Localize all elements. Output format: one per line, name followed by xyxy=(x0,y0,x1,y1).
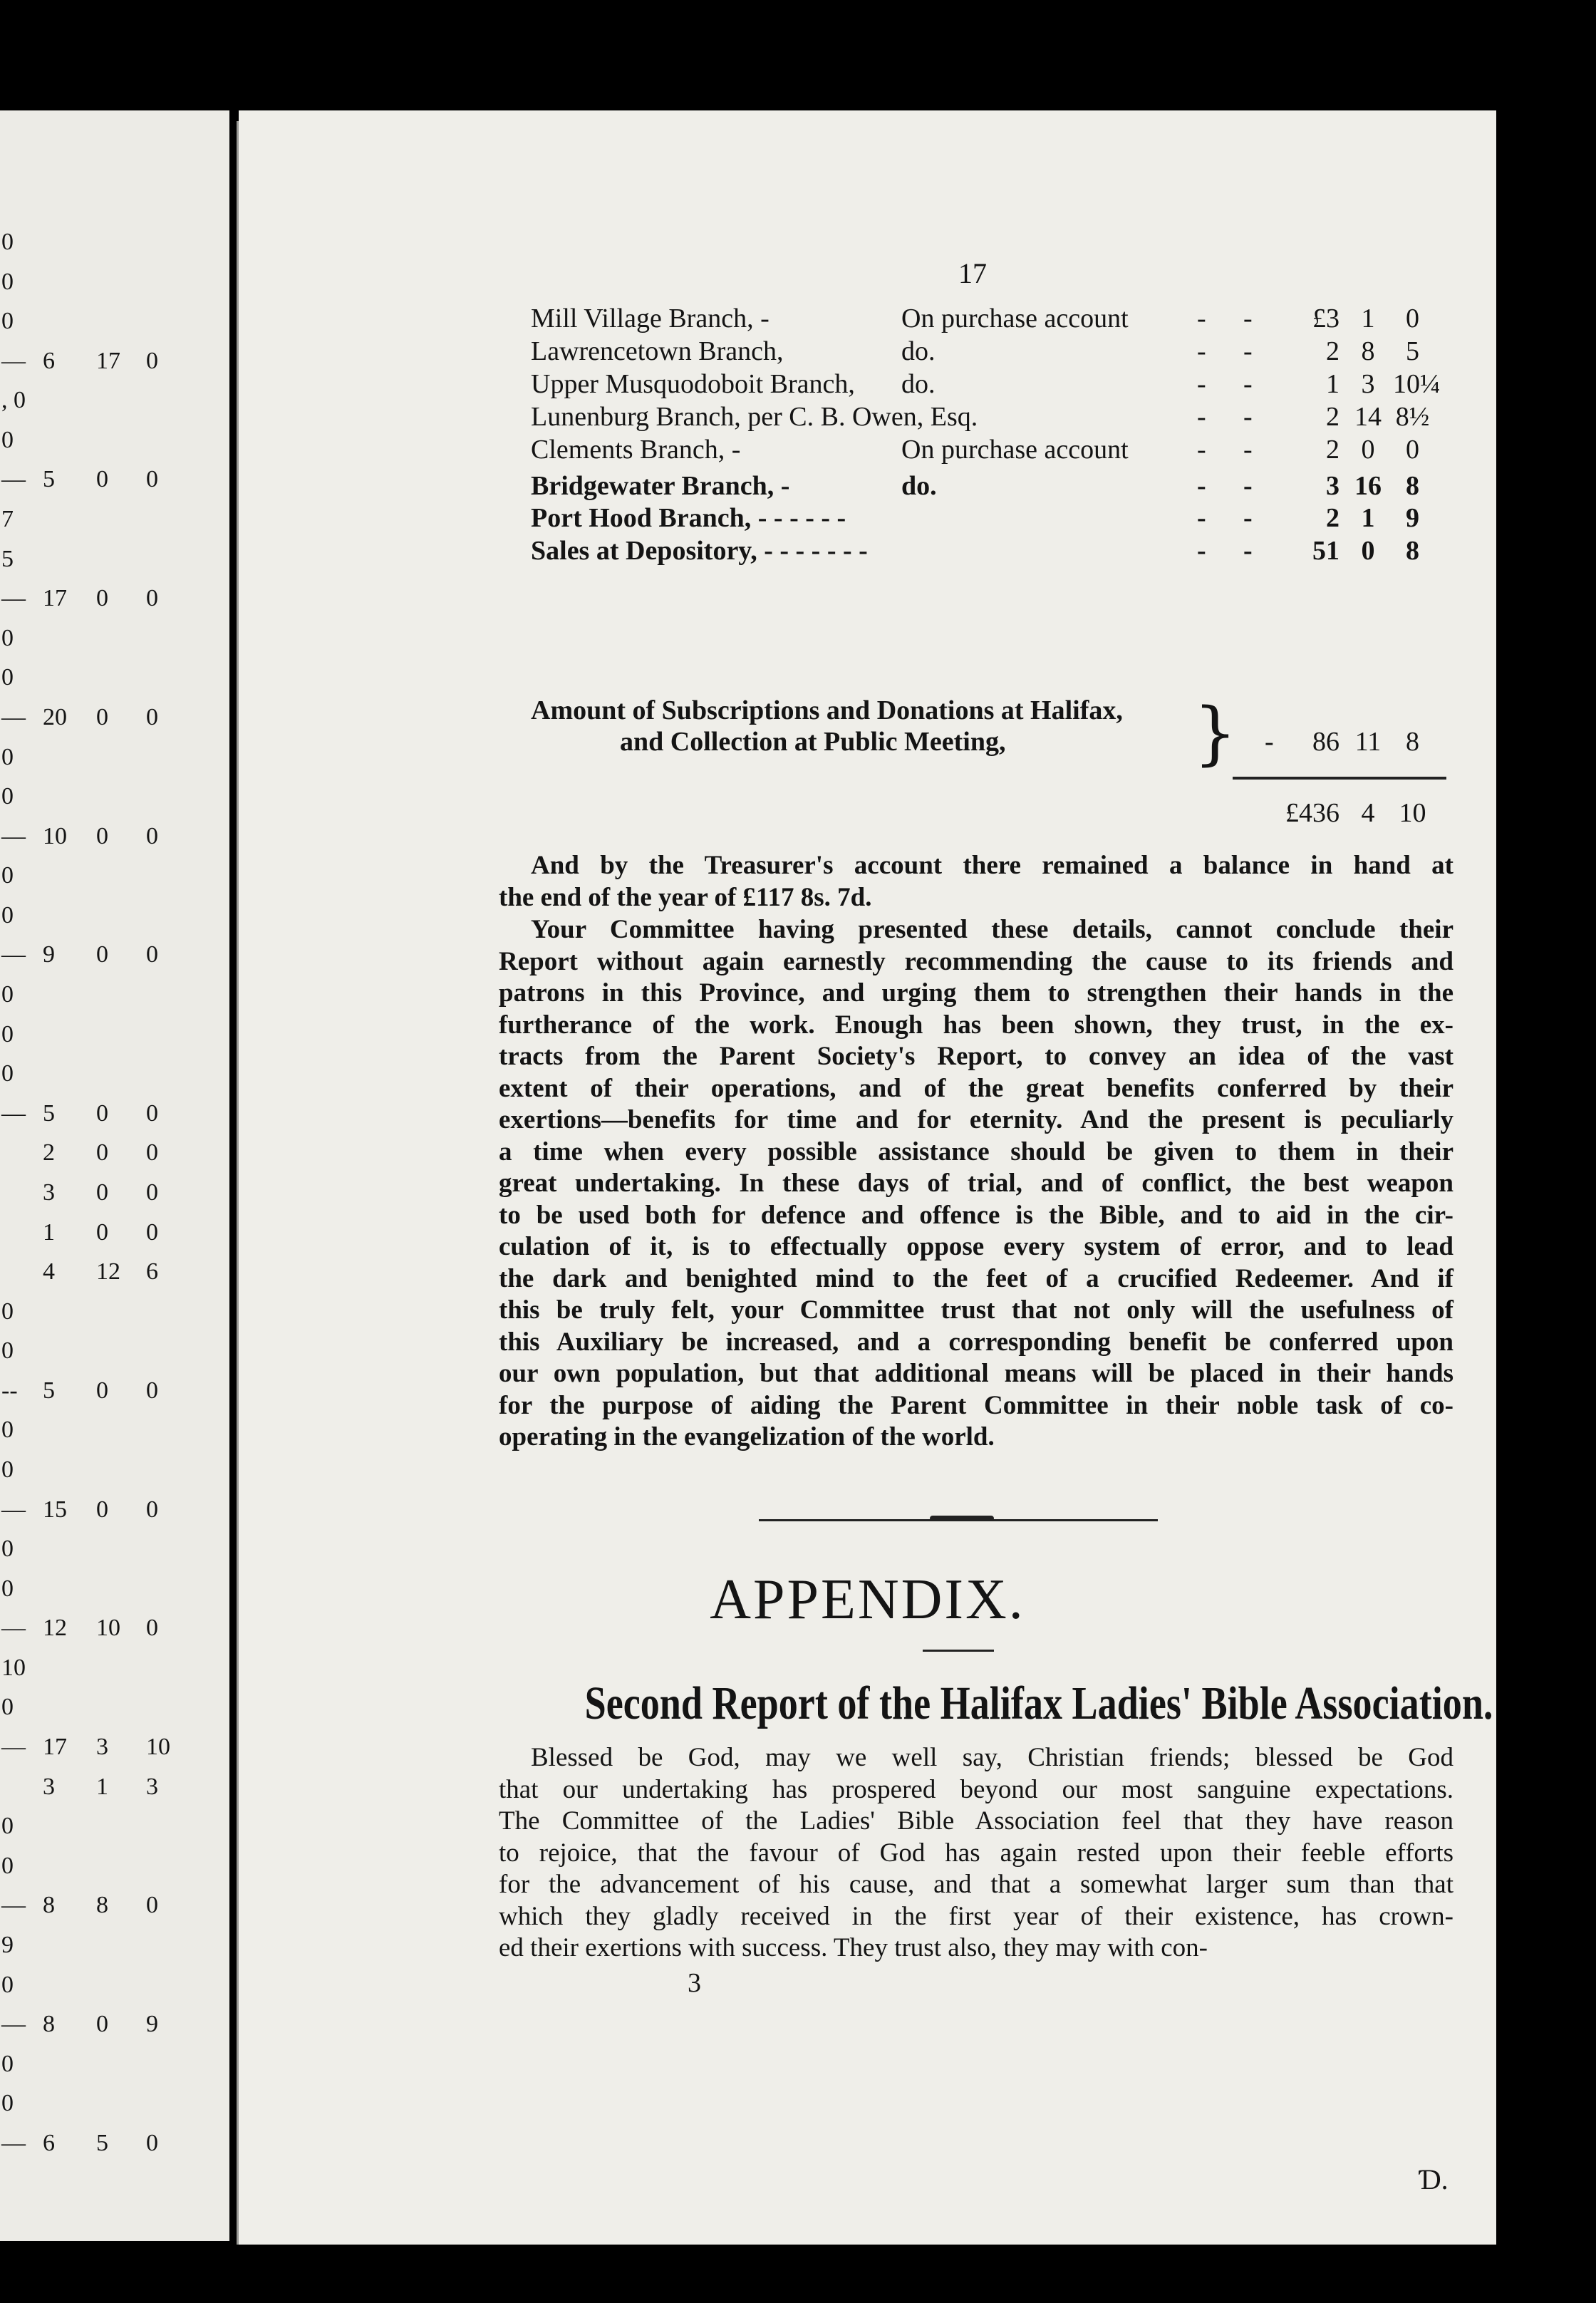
account-pounds: 2 xyxy=(1326,402,1340,432)
appendix-subtitle: Second Report of the Halifax Ladies' Bible Association. xyxy=(584,1677,1493,1729)
text-line: Blessed be God, may we well say, Christian friends; blessed be God xyxy=(531,1743,1454,1772)
text-line: exertions—benefits for time and for eternity. And the present is peculiarly xyxy=(499,1105,1454,1134)
margin-row xyxy=(0,465,229,494)
subscriptions-line-1 xyxy=(531,693,1457,728)
margin-cell-d: 0 xyxy=(146,941,158,968)
account-row xyxy=(531,301,1457,336)
margin-row xyxy=(0,703,229,732)
margin-cell-c: 0 xyxy=(96,1139,108,1166)
signature-mark: 3 xyxy=(688,1968,701,1998)
margin-row xyxy=(0,1931,229,1960)
total-pence: 10 xyxy=(1399,798,1426,828)
text-line: for the advancement of his cause, and that a somewhat larger sum than that xyxy=(499,1870,1454,1899)
margin-row xyxy=(0,386,229,415)
account-name: Upper Musquodoboit Branch, xyxy=(531,369,855,399)
margin-cell-a: 0 xyxy=(1,901,14,928)
margin-cell-d: 0 xyxy=(146,1218,158,1246)
stray-mark: Ɗ. xyxy=(1418,2163,1449,2195)
margin-row xyxy=(0,822,229,851)
margin-cell-b: 3 xyxy=(43,1179,55,1206)
margin-row xyxy=(0,1416,229,1444)
margin-row xyxy=(0,347,229,376)
margin-cell-a: — xyxy=(1,1099,26,1127)
margin-cell-d: 3 xyxy=(146,1773,158,1800)
account-dash2: - xyxy=(1243,435,1253,465)
margin-row xyxy=(0,426,229,455)
margin-cell-c: 8 xyxy=(96,1892,108,1919)
margin-cell-b: 6 xyxy=(43,347,55,374)
margin-cell-a: 9 xyxy=(1,1931,14,1958)
margin-cell-c: 0 xyxy=(96,1377,108,1404)
account-dash1: - xyxy=(1197,336,1206,366)
text-line: furtherance of the work. Enough has been shown, they trust, in the ex- xyxy=(499,1010,1454,1040)
margin-cell-c: 0 xyxy=(96,466,108,493)
margin-row xyxy=(0,1060,229,1088)
margin-cell-a: 0 xyxy=(1,862,14,889)
appendix-rule xyxy=(923,1650,994,1652)
margin-cell-a: — xyxy=(1,703,26,730)
text-line: this Auxiliary be increased, and a corresponding benefit be conferred upon xyxy=(499,1327,1454,1357)
margin-cell-b: 8 xyxy=(43,2011,55,2038)
text-line: operating in the evangelization of the world. xyxy=(499,1422,995,1451)
page-17 xyxy=(239,110,1496,2245)
margin-cell-a: — xyxy=(1,822,26,849)
text-line: which they gladly received in the first year of their existence, has crown- xyxy=(499,1901,1454,1931)
subscriptions-label-1: Amount of Subscriptions and Donations at Halifax, xyxy=(531,695,1123,725)
account-name: Bridgewater Branch, - xyxy=(531,471,790,501)
margin-cell-d: 0 xyxy=(146,2129,158,2156)
account-pence: 9 xyxy=(1406,503,1419,533)
margin-cell-c: 12 xyxy=(96,1258,120,1285)
text-line: culation of it, is to effectually oppose every system of error, and to lead xyxy=(499,1232,1454,1261)
margin-row xyxy=(0,1258,229,1286)
margin-cell-d: 0 xyxy=(146,1179,158,1206)
account-row xyxy=(531,433,1457,467)
account-pence: 8½ xyxy=(1395,402,1430,432)
margin-cell-d: 0 xyxy=(146,1496,158,1523)
text-line: ed their exertions with success. They trust also, they may with con- xyxy=(499,1933,1208,1962)
margin-cell-a: 0 xyxy=(1,1298,14,1325)
margin-row xyxy=(0,901,229,930)
account-pence: 10¼ xyxy=(1393,369,1441,399)
margin-cell-d: 0 xyxy=(146,585,158,612)
margin-cell-c: 0 xyxy=(96,2011,108,2038)
margin-cell-d: 0 xyxy=(146,1377,158,1404)
subscriptions-dash: - xyxy=(1265,727,1274,757)
account-row xyxy=(531,501,1457,535)
margin-row xyxy=(0,1496,229,1524)
margin-cell-a: — xyxy=(1,466,26,493)
margin-cell-d: 0 xyxy=(146,347,158,374)
account-pence: 0 xyxy=(1406,435,1419,465)
margin-cell-b: 5 xyxy=(43,1377,55,1404)
margin-row xyxy=(0,228,229,257)
margin-cell-b: 17 xyxy=(43,1734,67,1761)
margin-cell-c: 0 xyxy=(96,1218,108,1246)
margin-cell-d: 0 xyxy=(146,1099,158,1127)
margin-row xyxy=(0,1218,229,1247)
margin-row xyxy=(0,584,229,613)
margin-cell-a: 0 xyxy=(1,1852,14,1879)
margin-cell-d: 0 xyxy=(146,822,158,849)
text-line: a time when every possible assistance should be given to them in their xyxy=(499,1137,1454,1166)
margin-cell-a: 7 xyxy=(1,506,14,533)
margin-row xyxy=(0,1337,229,1365)
margin-row xyxy=(0,782,229,811)
margin-row xyxy=(0,1575,229,1603)
margin-cell-a: 0 xyxy=(1,1813,14,1840)
margin-cell-a: — xyxy=(1,585,26,612)
account-pounds: 3 xyxy=(1326,471,1340,501)
margin-row xyxy=(0,980,229,1009)
subscriptions-line-2 xyxy=(531,725,1457,759)
margin-row xyxy=(0,1614,229,1642)
margin-row xyxy=(0,2050,229,2079)
margin-row xyxy=(0,2089,229,2118)
account-pounds: 1 xyxy=(1326,369,1340,399)
account-dash1: - xyxy=(1197,435,1206,465)
margin-cell-a: — xyxy=(1,347,26,374)
text-line: that our undertaking has prospered beyond our most sanguine expectations. xyxy=(499,1774,1454,1804)
account-dash1: - xyxy=(1197,402,1206,432)
text-line: to rejoice, that the favour of God has again rested upon their feeble efforts xyxy=(499,1838,1454,1868)
margin-cell-c: 1 xyxy=(96,1773,108,1800)
total-shillings: 4 xyxy=(1361,798,1375,828)
margin-cell-b: 20 xyxy=(43,703,67,730)
margin-row xyxy=(0,1733,229,1761)
margin-cell-a: 0 xyxy=(1,624,14,651)
margin-cell-b: 4 xyxy=(43,1258,55,1285)
subscriptions-label-2: and Collection at Public Meeting, xyxy=(620,727,1006,757)
margin-row xyxy=(0,743,229,772)
account-desc: On purchase account xyxy=(901,304,1129,333)
margin-cell-d: 0 xyxy=(146,1139,158,1166)
margin-cell-a: — xyxy=(1,2129,26,2156)
text-line: the end of the year of £117 8s. 7d. xyxy=(499,882,872,912)
margin-row xyxy=(0,1179,229,1207)
account-dash2: - xyxy=(1243,304,1253,333)
text-line: the dark and benighted mind to the feet of a crucified Redeemer. And if xyxy=(499,1263,1454,1293)
account-desc: On purchase account xyxy=(901,435,1129,465)
margin-cell-a: 5 xyxy=(1,545,14,572)
margin-cell-c: 0 xyxy=(96,585,108,612)
margin-cell-a: 0 xyxy=(1,1456,14,1483)
text-line: extent of their operations, and of the great benefits conferred by their xyxy=(499,1073,1454,1103)
margin-row xyxy=(0,268,229,296)
margin-cell-a: 0 xyxy=(1,1694,14,1721)
margin-cell-c: 0 xyxy=(96,1496,108,1523)
margin-cell-b: 17 xyxy=(43,585,67,612)
margin-row xyxy=(0,1535,229,1563)
account-shillings: 0 xyxy=(1361,435,1375,465)
margin-cell-a: 0 xyxy=(1,2090,14,2117)
total-pounds: £436 xyxy=(1285,798,1340,828)
text-line: our own population, but that additional means will be placed in their hands xyxy=(499,1359,1454,1388)
margin-cell-a: 0 xyxy=(1,2050,14,2077)
margin-row xyxy=(0,624,229,653)
account-desc: do. xyxy=(901,471,937,501)
margin-cell-a: , 0 xyxy=(1,387,26,414)
margin-cell-a: — xyxy=(1,1496,26,1523)
margin-cell-a: 0 xyxy=(1,981,14,1008)
margin-row xyxy=(0,1099,229,1128)
margin-cell-c: 5 xyxy=(96,2129,108,2156)
margin-cell-d: 0 xyxy=(146,1615,158,1642)
margin-cell-c: 0 xyxy=(96,822,108,849)
margin-cell-b: 5 xyxy=(43,466,55,493)
account-desc: do. xyxy=(901,369,936,399)
margin-cell-a: 0 xyxy=(1,1060,14,1087)
balance-paragraph xyxy=(499,850,1454,914)
account-row xyxy=(531,469,1457,503)
margin-cell-a: 0 xyxy=(1,664,14,691)
margin-row xyxy=(0,1298,229,1326)
margin-cell-a: — xyxy=(1,1892,26,1919)
account-dash1: - xyxy=(1197,503,1206,533)
margin-cell-b: 3 xyxy=(43,1773,55,1800)
margin-cell-a: 0 xyxy=(1,229,14,255)
account-pounds: £3 xyxy=(1312,304,1340,333)
text-line: And by the Treasurer's account there remained a balance in hand at xyxy=(531,851,1454,880)
margin-row xyxy=(0,1020,229,1049)
account-pence: 5 xyxy=(1406,336,1419,366)
account-pounds: 2 xyxy=(1326,435,1340,465)
account-shillings: 3 xyxy=(1361,369,1375,399)
margin-cell-c: 0 xyxy=(96,703,108,730)
margin-cell-c: 0 xyxy=(96,941,108,968)
margin-cell-c: 0 xyxy=(96,1179,108,1206)
total-rule xyxy=(1233,777,1446,780)
margin-cell-a: 0 xyxy=(1,783,14,810)
text-line: Your Committee having presented these details, cannot conclude their xyxy=(531,915,1454,944)
account-desc: do. xyxy=(901,336,936,366)
margin-cell-b: 1 xyxy=(43,1218,55,1246)
margin-cell-a: 0 xyxy=(1,308,14,335)
account-shillings: 16 xyxy=(1354,471,1382,501)
account-dash1: - xyxy=(1197,536,1206,566)
account-pence: 8 xyxy=(1406,536,1419,566)
account-dash1: - xyxy=(1197,304,1206,333)
margin-cell-d: 0 xyxy=(146,466,158,493)
margin-cell-d: 0 xyxy=(146,1892,158,1919)
margin-row xyxy=(0,1891,229,1920)
text-line: Report without again earnestly recommending the cause to its friends and xyxy=(499,946,1454,976)
account-name: Port Hood Branch, - - - - - - xyxy=(531,503,846,533)
brace-symbol: } xyxy=(1193,693,1238,773)
margin-cell-a: — xyxy=(1,2011,26,2038)
margin-cell-a: 0 xyxy=(1,268,14,295)
text-line: The Committee of the Ladies' Bible Association feel that they have reason xyxy=(499,1806,1454,1836)
margin-cell-a: — xyxy=(1,941,26,968)
margin-cell-a: 0 xyxy=(1,1417,14,1444)
account-shillings: 1 xyxy=(1361,503,1375,533)
margin-cell-a: 0 xyxy=(1,1337,14,1365)
margin-cell-a: 10 xyxy=(1,1654,26,1681)
margin-row xyxy=(0,663,229,692)
account-row xyxy=(531,534,1457,568)
margin-row xyxy=(0,1812,229,1841)
margin-row xyxy=(0,1654,229,1682)
subscriptions-pounds: 86 xyxy=(1312,727,1340,757)
margin-cell-d: 6 xyxy=(146,1258,158,1285)
divider-ornament xyxy=(930,1516,994,1521)
margin-cell-b: 8 xyxy=(43,1892,55,1919)
margin-cell-d: 0 xyxy=(146,703,158,730)
margin-cell-b: 15 xyxy=(43,1496,67,1523)
margin-row xyxy=(0,1852,229,1880)
margin-cell-a: 0 xyxy=(1,426,14,453)
margin-row xyxy=(0,2010,229,2039)
margin-cell-a: -- xyxy=(1,1377,18,1404)
margin-row xyxy=(0,545,229,574)
account-pounds: 2 xyxy=(1326,336,1340,366)
margin-row xyxy=(0,307,229,336)
margin-cell-b: 9 xyxy=(43,941,55,968)
account-dash2: - xyxy=(1243,336,1253,366)
appendix-paragraph xyxy=(499,1742,1454,1965)
account-shillings: 14 xyxy=(1354,402,1382,432)
account-dash1: - xyxy=(1197,471,1206,501)
margin-cell-b: 5 xyxy=(43,1099,55,1127)
account-dash2: - xyxy=(1243,536,1253,566)
margin-cell-b: 2 xyxy=(43,1139,55,1166)
margin-row xyxy=(0,1693,229,1722)
margin-cell-a: 0 xyxy=(1,1575,14,1602)
margin-row xyxy=(0,505,229,534)
text-line: this be truly felt, your Committee trust that not only will the usefulness of xyxy=(499,1295,1454,1325)
account-name: Mill Village Branch, - xyxy=(531,304,770,333)
account-shillings: 0 xyxy=(1361,536,1375,566)
margin-row xyxy=(0,1773,229,1801)
margin-row xyxy=(0,1377,229,1405)
margin-cell-d: 10 xyxy=(146,1734,170,1761)
text-line: great undertaking. In these days of trial, and of conflict, the best weapon xyxy=(499,1169,1454,1198)
text-line: for the purpose of aiding the Parent Committee in their noble task of co- xyxy=(499,1390,1454,1420)
account-shillings: 1 xyxy=(1361,304,1375,333)
total-row xyxy=(531,796,1457,830)
account-name: Lawrencetown Branch, xyxy=(531,336,784,366)
margin-cell-a: — xyxy=(1,1734,26,1761)
account-pounds: 51 xyxy=(1312,536,1340,566)
account-pounds: 2 xyxy=(1326,503,1340,533)
margin-cell-b: 12 xyxy=(43,1615,67,1642)
account-pence: 8 xyxy=(1406,471,1419,501)
margin-cell-b: 6 xyxy=(43,2129,55,2156)
margin-row xyxy=(0,1971,229,1999)
account-dash2: - xyxy=(1243,402,1253,432)
margin-row xyxy=(0,1456,229,1484)
margin-row xyxy=(0,941,229,969)
text-line: tracts from the Parent Society's Report, to convey an idea of the vast xyxy=(499,1042,1454,1071)
account-dash1: - xyxy=(1197,369,1206,399)
margin-cell-a: 0 xyxy=(1,1020,14,1047)
margin-cell-a: 0 xyxy=(1,1971,14,1998)
margin-cell-c: 0 xyxy=(96,1099,108,1127)
margin-cell-c: 10 xyxy=(96,1615,120,1642)
margin-row xyxy=(0,861,229,890)
appendix-heading: APPENDIX. xyxy=(710,1568,1025,1631)
account-row xyxy=(531,400,1457,434)
account-row xyxy=(531,334,1457,368)
subscriptions-shillings: 11 xyxy=(1354,727,1382,757)
margin-cell-a: — xyxy=(1,1615,26,1642)
account-shillings: 8 xyxy=(1361,336,1375,366)
margin-cell-d: 9 xyxy=(146,2011,158,2038)
margin-row xyxy=(0,1139,229,1167)
account-pence: 0 xyxy=(1406,304,1419,333)
account-dash2: - xyxy=(1243,471,1253,501)
margin-row xyxy=(0,2129,229,2158)
account-name: Lunenburg Branch, per C. B. Owen, Esq. xyxy=(531,402,978,432)
page-number: 17 xyxy=(958,257,987,289)
margin-cell-c: 17 xyxy=(96,347,120,374)
margin-cell-b: 10 xyxy=(43,822,67,849)
account-dash2: - xyxy=(1243,503,1253,533)
text-line: patrons in this Province, and urging them to strengthen their hands in the xyxy=(499,978,1454,1008)
margin-cell-c: 3 xyxy=(96,1734,108,1761)
facing-page-fragment xyxy=(0,110,229,2241)
subscriptions-pence: 8 xyxy=(1406,727,1419,757)
text-line: to be used both for defence and offence is the Bible, and to aid in the cir- xyxy=(499,1200,1454,1230)
account-name: Sales at Depository, - - - - - - - xyxy=(531,536,868,566)
margin-cell-a: 0 xyxy=(1,1536,14,1563)
margin-cell-a: 0 xyxy=(1,743,14,770)
account-dash2: - xyxy=(1243,369,1253,399)
committee-paragraph xyxy=(499,914,1454,1454)
account-name: Clements Branch, - xyxy=(531,435,741,465)
account-row xyxy=(531,367,1457,401)
